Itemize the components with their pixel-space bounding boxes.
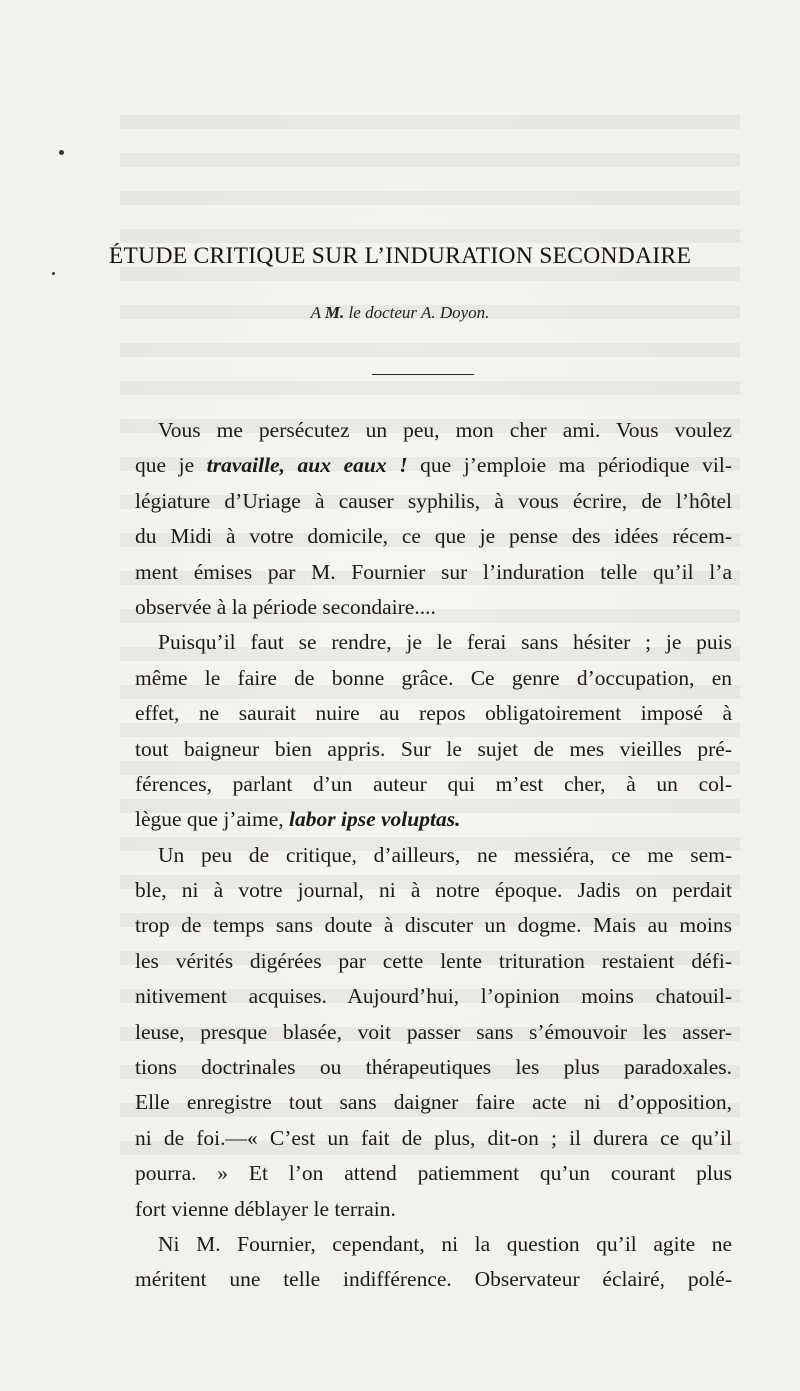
- text-line: leuse, presque blasée, voit passer sans s’émouvoir les asser-: [135, 1019, 732, 1044]
- text-line: nitivement acquises. Aujourd’hui, l’opinion moins chatouil-: [135, 984, 732, 1009]
- italic-phrase: travaille, aux eaux !: [206, 453, 408, 478]
- text-line: [135, 448, 732, 483]
- text-run: lègue que j’aime,: [135, 807, 290, 832]
- text-run: que je: [135, 453, 207, 478]
- text-line: tions doctrinales ou thérapeutiques les plus paradoxales.: [135, 1055, 732, 1080]
- text-run: que j’emploie ma périodique vil-: [407, 453, 733, 478]
- chapter-title: ÉTUDE CRITIQUE SUR L’INDURATION SECONDAIRE: [108, 243, 692, 269]
- ink-speck: [52, 272, 55, 275]
- text-line: Vous me persécutez un peu, mon cher ami. Vous voulez: [158, 418, 732, 442]
- text-line: ble, ni à votre journal, ni à notre époque. Jadis on perdait: [135, 878, 732, 903]
- text-line: Ni M. Fournier, cependant, ni la question qu’il agite ne: [158, 1231, 732, 1256]
- text-line: fort vienne déblayer le terrain.: [135, 1196, 396, 1221]
- text-line: méritent une telle indifférence. Observateur éclairé, polé-: [135, 1267, 732, 1292]
- text-line: tout baigneur bien appris. Sur le sujet de mes vieilles pré-: [135, 736, 732, 761]
- text-line: du Midi à votre domicile, ce que je pense des idées récem-: [135, 524, 732, 549]
- body-text: [135, 413, 732, 1298]
- text-line: effet, ne saurait nuire au repos obligatoirement imposé à: [135, 701, 732, 726]
- dedication: [0, 303, 800, 323]
- text-line: trop de temps sans doute à discuter un dogme. Mais au moins: [135, 913, 732, 938]
- text-line: légiature d’Uriage à causer syphilis, à vous écrire, de l’hôtel: [135, 488, 732, 513]
- dedication-prefix: A: [310, 303, 321, 322]
- italic-phrase: labor ipse voluptas.: [289, 807, 461, 832]
- text-line: [135, 802, 732, 837]
- text-line: férences, parlant d’un auteur qui m’est cher, à un col-: [135, 771, 732, 796]
- dedication-title: M.: [324, 303, 345, 322]
- text-line: les vérités digérées par cette lente trituration restaient défi-: [135, 948, 732, 973]
- text-line: observée à la période secondaire....: [135, 594, 436, 619]
- text-line: pourra. » Et l’on attend patiemment qu’un courant plus: [135, 1161, 732, 1186]
- text-line: Un peu de critique, d’ailleurs, ne messiéra, ce me sem-: [158, 842, 732, 867]
- text-line: ment émises par M. Fournier sur l’induration telle qu’il l’a: [135, 559, 732, 584]
- ink-speck: [59, 150, 64, 155]
- text-line: même le faire de bonne grâce. Ce genre d’occupation, en: [135, 665, 732, 690]
- text-line: Elle enregistre tout sans daigner faire acte ni d’opposition,: [135, 1090, 732, 1115]
- text-line: ni de foi.—« C’est un fait de plus, dit-on ; il durera ce qu’il: [135, 1125, 732, 1150]
- section-divider: [372, 374, 474, 375]
- dedication-rest: le docteur A. Doyon.: [348, 303, 490, 322]
- text-line: Puisqu’il faut se rendre, je le ferai sans hésiter ; je puis: [158, 630, 732, 655]
